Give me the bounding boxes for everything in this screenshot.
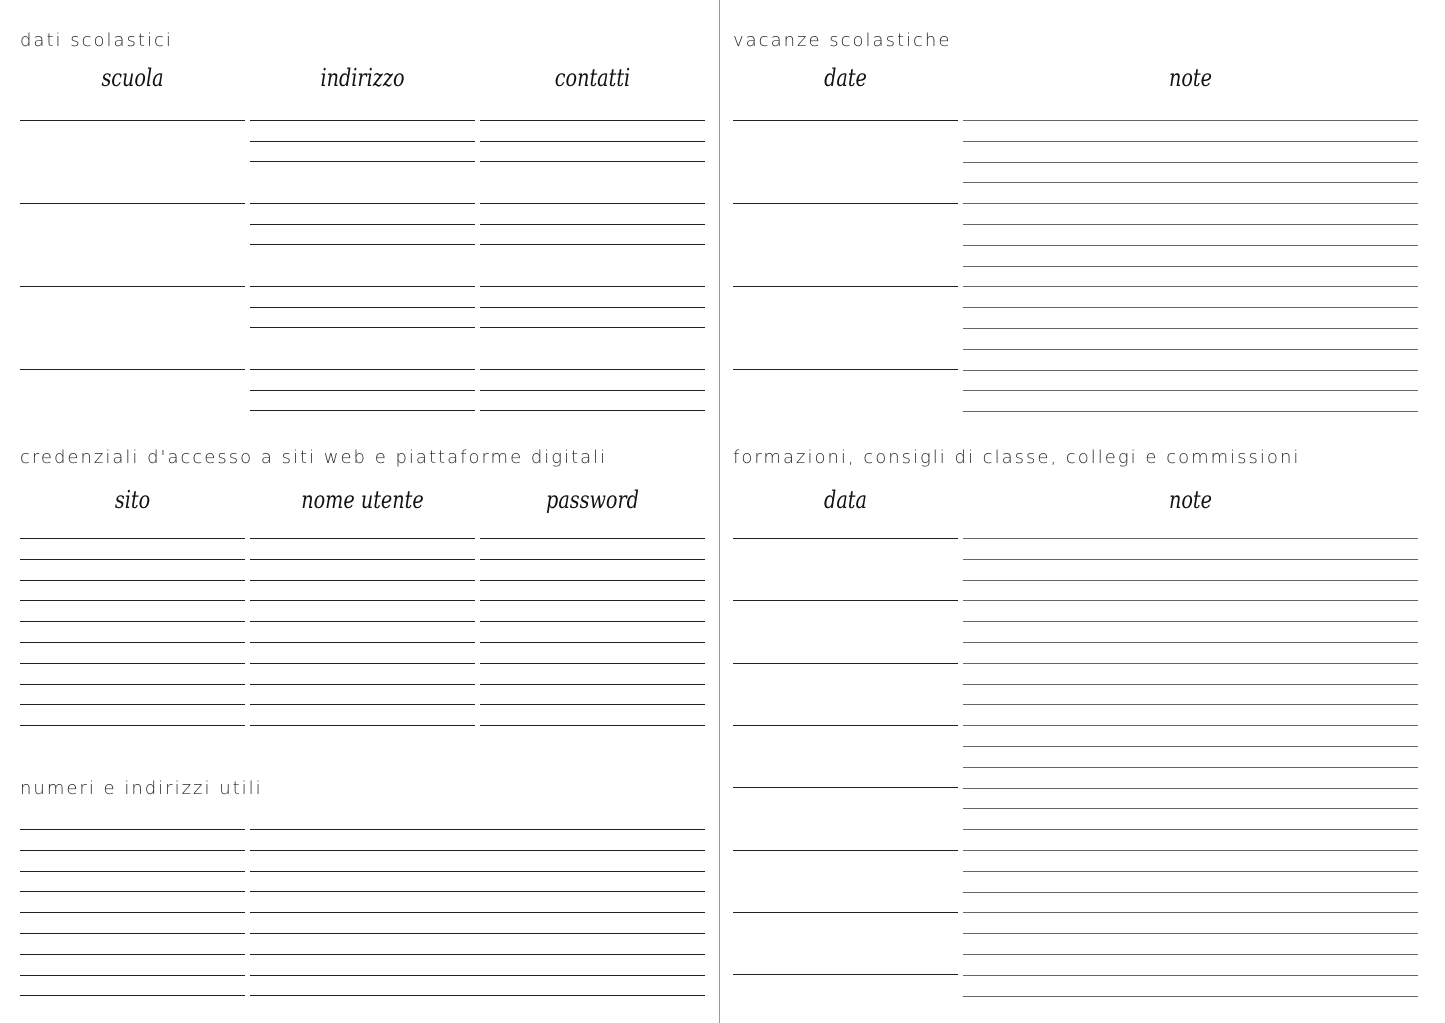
holiday-date-line[interactable] xyxy=(733,203,958,204)
col-header-meeting-notes: note xyxy=(1168,486,1212,514)
site-line[interactable] xyxy=(20,642,245,643)
site-line[interactable] xyxy=(20,725,245,726)
contact-details-line[interactable] xyxy=(250,850,705,851)
username-line[interactable] xyxy=(250,684,475,685)
col-header-password: password xyxy=(546,486,639,514)
username-line[interactable] xyxy=(250,725,475,726)
address-line[interactable] xyxy=(250,286,475,287)
address-line[interactable] xyxy=(250,244,475,245)
address-line[interactable] xyxy=(250,141,475,142)
contacts-line[interactable] xyxy=(480,203,705,204)
meeting-note-line[interactable] xyxy=(963,725,1418,726)
username-line[interactable] xyxy=(250,704,475,705)
holiday-note-line[interactable] xyxy=(963,203,1418,204)
meeting-date-line[interactable] xyxy=(733,787,958,788)
meeting-note-line[interactable] xyxy=(963,621,1418,622)
contacts-line[interactable] xyxy=(480,224,705,225)
password-line[interactable] xyxy=(480,642,705,643)
holiday-date-line[interactable] xyxy=(733,369,958,370)
col-header-holiday-notes: note xyxy=(1168,64,1212,92)
contact-details-line[interactable] xyxy=(250,829,705,830)
contact-name-line[interactable] xyxy=(20,954,245,955)
school-data-title: dati scolastici xyxy=(20,30,173,51)
meeting-note-line[interactable] xyxy=(963,829,1418,830)
holiday-note-line[interactable] xyxy=(963,120,1418,121)
holiday-note-line[interactable] xyxy=(963,245,1418,246)
password-line[interactable] xyxy=(480,559,705,560)
holiday-note-line[interactable] xyxy=(963,224,1418,225)
holidays-title: vacanze scolastiche xyxy=(733,30,952,51)
contacts-line[interactable] xyxy=(480,307,705,308)
meeting-note-line[interactable] xyxy=(963,975,1418,976)
meeting-note-line[interactable] xyxy=(963,580,1418,581)
meeting-note-line[interactable] xyxy=(963,600,1418,601)
contacts-line[interactable] xyxy=(480,369,705,370)
holiday-date-line[interactable] xyxy=(733,286,958,287)
address-line[interactable] xyxy=(250,307,475,308)
address-line[interactable] xyxy=(250,327,475,328)
holiday-note-line[interactable] xyxy=(963,328,1418,329)
contacts-line[interactable] xyxy=(480,286,705,287)
page-divider xyxy=(719,0,720,1023)
meeting-note-line[interactable] xyxy=(963,871,1418,872)
password-line[interactable] xyxy=(480,725,705,726)
password-line[interactable] xyxy=(480,663,705,664)
contacts-line[interactable] xyxy=(480,390,705,391)
holiday-date-line[interactable] xyxy=(733,120,958,121)
school-name-line[interactable] xyxy=(20,286,245,287)
password-line[interactable] xyxy=(480,704,705,705)
meeting-note-line[interactable] xyxy=(963,892,1418,893)
meeting-note-line[interactable] xyxy=(963,746,1418,747)
address-line[interactable] xyxy=(250,203,475,204)
holiday-note-line[interactable] xyxy=(963,411,1418,412)
holiday-note-line[interactable] xyxy=(963,266,1418,267)
site-line[interactable] xyxy=(20,600,245,601)
meeting-date-line[interactable] xyxy=(733,725,958,726)
holiday-note-line[interactable] xyxy=(963,162,1418,163)
username-line[interactable] xyxy=(250,663,475,664)
school-name-line[interactable] xyxy=(20,203,245,204)
contact-details-line[interactable] xyxy=(250,933,705,934)
meetings-title: formazioni, consigli di classe, collegi e commissioni xyxy=(733,447,1301,468)
site-line[interactable] xyxy=(20,559,245,560)
contact-details-line[interactable] xyxy=(250,995,705,996)
username-line[interactable] xyxy=(250,559,475,560)
contacts-line[interactable] xyxy=(480,327,705,328)
contacts-line[interactable] xyxy=(480,410,705,411)
col-header-contacts: contatti xyxy=(554,64,631,92)
password-line[interactable] xyxy=(480,580,705,581)
meeting-note-line[interactable] xyxy=(963,996,1418,997)
username-line[interactable] xyxy=(250,538,475,539)
school-name-line[interactable] xyxy=(20,120,245,121)
password-line[interactable] xyxy=(480,621,705,622)
contacts-line[interactable] xyxy=(480,120,705,121)
meeting-note-line[interactable] xyxy=(963,559,1418,560)
contact-name-line[interactable] xyxy=(20,829,245,830)
site-line[interactable] xyxy=(20,538,245,539)
password-line[interactable] xyxy=(480,600,705,601)
meeting-date-line[interactable] xyxy=(733,538,958,539)
holiday-note-line[interactable] xyxy=(963,307,1418,308)
contact-name-line[interactable] xyxy=(20,975,245,976)
contact-name-line[interactable] xyxy=(20,995,245,996)
meeting-date-line[interactable] xyxy=(733,850,958,851)
holiday-note-line[interactable] xyxy=(963,182,1418,183)
meeting-note-line[interactable] xyxy=(963,767,1418,768)
holiday-note-line[interactable] xyxy=(963,370,1418,371)
useful-numbers-title: numeri e indirizzi utili xyxy=(20,778,263,799)
username-line[interactable] xyxy=(250,642,475,643)
contact-name-line[interactable] xyxy=(20,912,245,913)
holiday-note-line[interactable] xyxy=(963,286,1418,287)
meeting-note-line[interactable] xyxy=(963,663,1418,664)
school-name-line[interactable] xyxy=(20,369,245,370)
site-line[interactable] xyxy=(20,684,245,685)
contact-details-line[interactable] xyxy=(250,912,705,913)
meeting-note-line[interactable] xyxy=(963,788,1418,789)
username-line[interactable] xyxy=(250,580,475,581)
col-header-address: indirizzo xyxy=(320,64,405,92)
meeting-note-line[interactable] xyxy=(963,642,1418,643)
contact-details-line[interactable] xyxy=(250,871,705,872)
meeting-note-line[interactable] xyxy=(963,808,1418,809)
meeting-date-line[interactable] xyxy=(733,663,958,664)
col-header-dates: date xyxy=(824,64,867,92)
site-line[interactable] xyxy=(20,704,245,705)
meeting-note-line[interactable] xyxy=(963,954,1418,955)
contacts-line[interactable] xyxy=(480,244,705,245)
site-line[interactable] xyxy=(20,621,245,622)
meeting-date-line[interactable] xyxy=(733,600,958,601)
contact-name-line[interactable] xyxy=(20,850,245,851)
password-line[interactable] xyxy=(480,684,705,685)
contact-name-line[interactable] xyxy=(20,933,245,934)
contact-name-line[interactable] xyxy=(20,871,245,872)
address-line[interactable] xyxy=(250,120,475,121)
meeting-note-line[interactable] xyxy=(963,704,1418,705)
address-line[interactable] xyxy=(250,410,475,411)
password-line[interactable] xyxy=(480,538,705,539)
address-line[interactable] xyxy=(250,390,475,391)
contact-details-line[interactable] xyxy=(250,891,705,892)
contact-name-line[interactable] xyxy=(20,891,245,892)
col-header-site: sito xyxy=(114,486,151,514)
site-line[interactable] xyxy=(20,663,245,664)
meeting-note-line[interactable] xyxy=(963,912,1418,913)
holiday-note-line[interactable] xyxy=(963,141,1418,142)
address-line[interactable] xyxy=(250,161,475,162)
col-header-school: scuola xyxy=(101,64,164,92)
meeting-note-line[interactable] xyxy=(963,538,1418,539)
username-line[interactable] xyxy=(250,621,475,622)
meeting-note-line[interactable] xyxy=(963,933,1418,934)
address-line[interactable] xyxy=(250,369,475,370)
col-header-username: nome utente xyxy=(301,486,424,514)
meeting-note-line[interactable] xyxy=(963,684,1418,685)
contact-details-line[interactable] xyxy=(250,975,705,976)
holiday-note-line[interactable] xyxy=(963,390,1418,391)
contacts-line[interactable] xyxy=(480,161,705,162)
username-line[interactable] xyxy=(250,600,475,601)
meeting-date-line[interactable] xyxy=(733,974,958,975)
address-line[interactable] xyxy=(250,224,475,225)
meeting-date-line[interactable] xyxy=(733,912,958,913)
contacts-line[interactable] xyxy=(480,141,705,142)
col-header-date: data xyxy=(824,486,867,514)
site-line[interactable] xyxy=(20,580,245,581)
meeting-note-line[interactable] xyxy=(963,850,1418,851)
holiday-note-line[interactable] xyxy=(963,349,1418,350)
contact-details-line[interactable] xyxy=(250,954,705,955)
credentials-title: credenziali d'accesso a siti web e piattaforme digitali xyxy=(20,447,608,468)
